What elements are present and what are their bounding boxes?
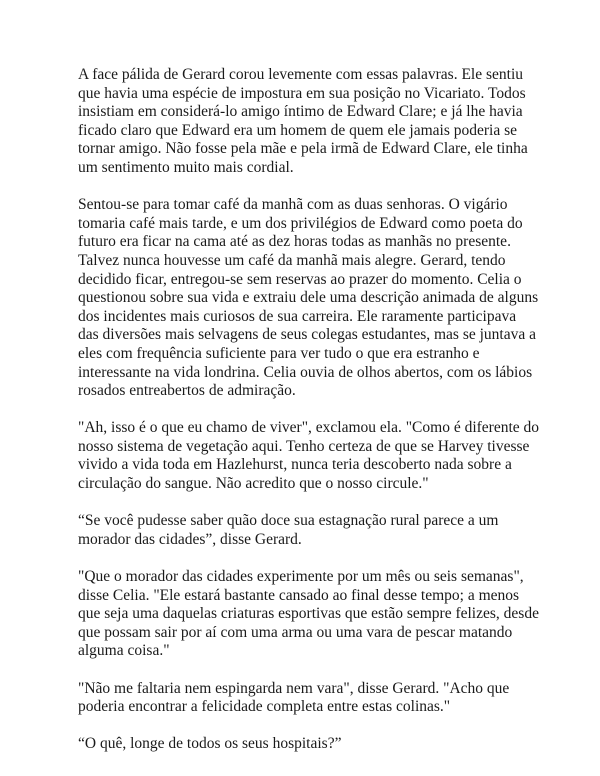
paragraph-4: “Se você pudesse saber quão doce sua estagnação rural parece a um morador das cidades”, disse Gerard.: [78, 512, 499, 548]
document-body: [78, 66, 540, 754]
paragraph-3: "Ah, isso é o que eu chamo de viver", exclamou ela. "Como é diferente do nosso sistema de vegetação aqui. Tenho certeza de que se Harvey tivesse vivido a vida toda em Hazlehurst, nunca teria descoberto nada sobre a circulação do sangue. Não acredito que o nosso circule.": [78, 419, 540, 493]
paragraph-5: "Que o morador das cidades experimente por um mês ou seis semanas", disse Celia. "Ele estará bastante cansado ao final desse tempo; a menos que seja uma daquelas criaturas esportivas que estão sempre felizes, desde que possam sair por aí com uma arma ou uma vara de pescar matando alguma coisa.": [78, 568, 539, 660]
paragraph-1: A face pálida de Gerard corou levemente com essas palavras. Ele sentiu que havia uma espécie de impostura em sua posição no Vicariato. Todos insistiam em considerá-lo amigo íntimo de Edward Clare; e já lhe havia ficado claro que Edward era um homem de quem ele jamais poderia se tornar amigo. Não fosse pela mãe e pela irmã de Edward Clare, ele tinha um sentimento muito mais cordial.: [78, 66, 528, 176]
paragraph-2: Sentou-se para tomar café da manhã com as duas senhoras. O vigário tomaria café mais tarde, e um dos privilégios de Edward como poeta do futuro era ficar na cama até as dez horas todas as manhãs no presente. Talvez nunca houvesse um café da manhã mais alegre. Gerard, tendo decidido ficar, entregou-se sem reservas ao prazer do momento. Celia o questionou sobre sua vida e extraiu dele uma descrição animada de alguns dos incidentes mais curiosos de sua carreira. Ele raramente participava das diversões mais selvagens de seus colegas estudantes, mas se juntava a eles com frequência suficiente para ver tudo o que era estranho e interessante na vida londrina. Celia ouvia de olhos abertos, com os lábios rosados entreabertos de admiração.: [78, 196, 539, 400]
paragraph-7: “O quê, longe de todos os seus hospitais?”: [78, 735, 342, 753]
paragraph-6: "Não me faltaria nem espingarda nem vara", disse Gerard. "Acho que poderia encontrar a felicidade completa entre estas colinas.": [78, 679, 510, 716]
